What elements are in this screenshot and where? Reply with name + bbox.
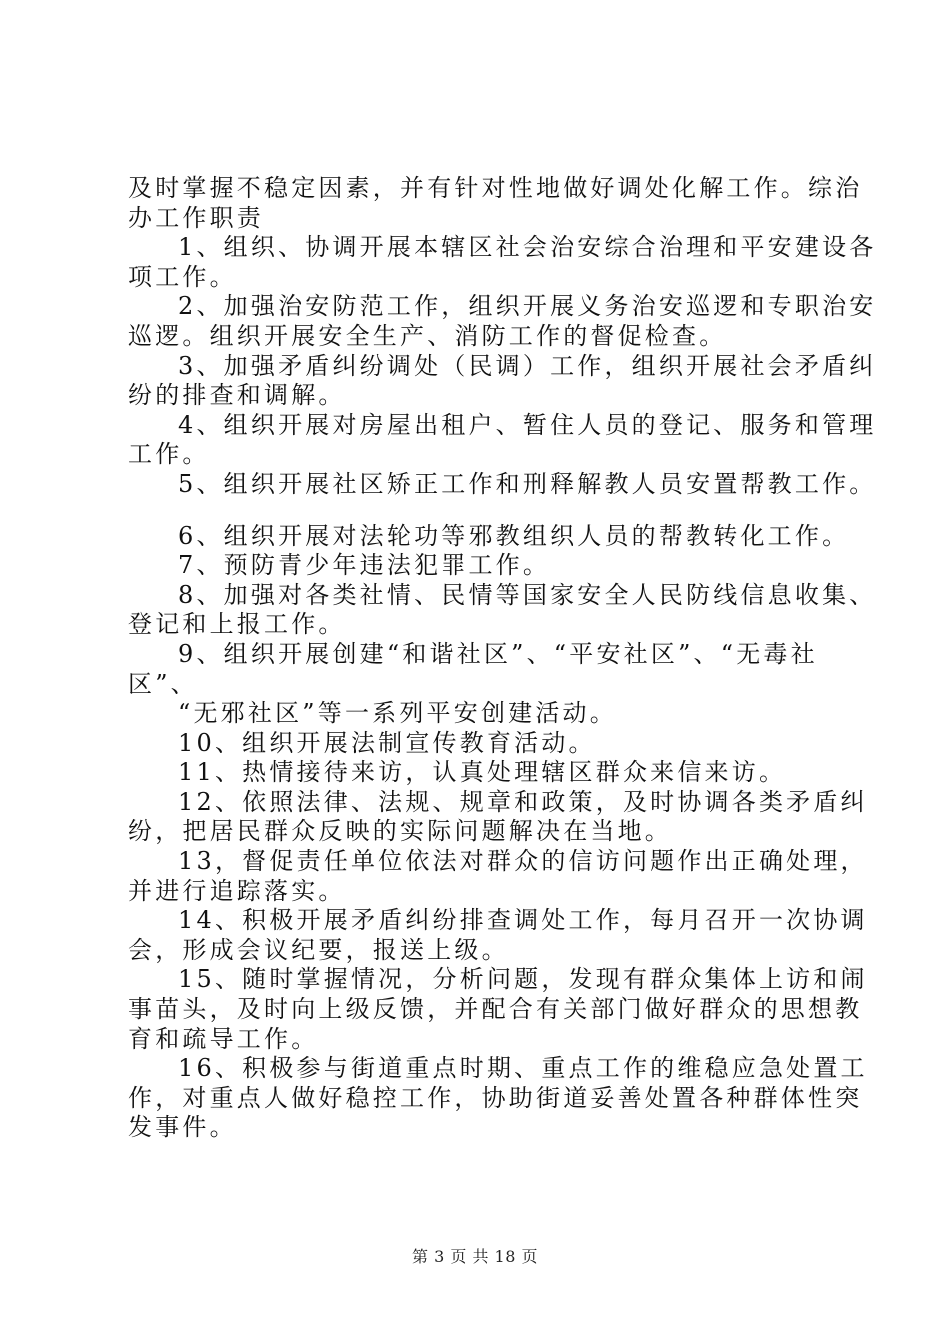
text-line: 育和疏导工作。 <box>128 1024 319 1053</box>
text-line: 10、组织开展法制宣传教育活动。 <box>178 728 596 757</box>
text-line: 16、积极参与街道重点时期、重点工作的维稳应急处置工 <box>178 1054 868 1083</box>
text-line: “无邪社区”等一系列平安创建活动。 <box>178 699 617 728</box>
text-line: 11、热情接待来访，认真处理辖区群众来信来访。 <box>178 758 787 787</box>
text-line: 12、依照法律、法规、规章和政策，及时协调各类矛盾纠 <box>178 787 868 816</box>
text-line: 登记和上报工作。 <box>128 610 346 639</box>
text-line: 作，对重点人做好稳控工作，协助街道妥善处置各种群体性突 <box>128 1083 863 1112</box>
text-line: 5、组织开展社区矫正工作和刑释解教人员安置帮教工作。 <box>178 469 877 498</box>
page-number-footer: 第 3 页 共 18 页 <box>412 1247 538 1266</box>
text-line: 4、组织开展对房屋出租户、暂住人员的登记、服务和管理 <box>178 410 877 439</box>
text-line: 9、组织开展创建“和谐社区”、“平安社区”、“无毒社 <box>178 639 818 668</box>
text-line: 工作。 <box>128 440 210 469</box>
text-line: 纷的排查和调解。 <box>128 381 346 410</box>
text-line: 并进行追踪落实。 <box>128 876 346 905</box>
text-line: 1、组织、协调开展本辖区社会治安综合治理和平安建设各 <box>178 233 877 262</box>
text-line: 3、加强矛盾纠纷调处（民调）工作，组织开展社会矛盾纠 <box>178 351 877 380</box>
text-line: 会，形成会议纪要，报送上级。 <box>128 935 509 964</box>
text-line: 项工作。 <box>128 262 237 291</box>
text-line: 纷，把居民群众反映的实际问题解决在当地。 <box>128 817 672 846</box>
text-line: 8、加强对各类社情、民情等国家安全人民防线信息收集、 <box>178 580 877 609</box>
text-line: 14、积极开展矛盾纠纷排查调处工作，每月召开一次协调 <box>178 906 868 935</box>
blank-line <box>128 500 830 522</box>
text-line: 办工作职责 <box>128 203 264 232</box>
text-line: 15、随时掌握情况，分析问题，发现有群众集体上访和闹 <box>178 965 868 994</box>
text-line: 7、预防青少年违法犯罪工作。 <box>178 551 551 580</box>
text-line: 巡逻。组织开展安全生产、消防工作的督促检查。 <box>128 321 727 350</box>
text-line: 发事件。 <box>128 1113 237 1142</box>
text-line: 事苗头，及时向上级反馈，并配合有关部门做好群众的思想教 <box>128 995 863 1024</box>
text-line: 区”、 <box>128 669 198 698</box>
document-body <box>128 174 877 1143</box>
text-line: 2、加强治安防范工作，组织开展义务治安巡逻和专职治安 <box>178 292 877 321</box>
text-line: 13，督促责任单位依法对群众的信访问题作出正确处理， <box>178 847 868 876</box>
text-line: 及时掌握不稳定因素，并有针对性地做好调处化解工作。综治 <box>128 174 863 202</box>
text-line: 6、组织开展对法轮功等邪教组织人员的帮教转化工作。 <box>178 521 850 550</box>
